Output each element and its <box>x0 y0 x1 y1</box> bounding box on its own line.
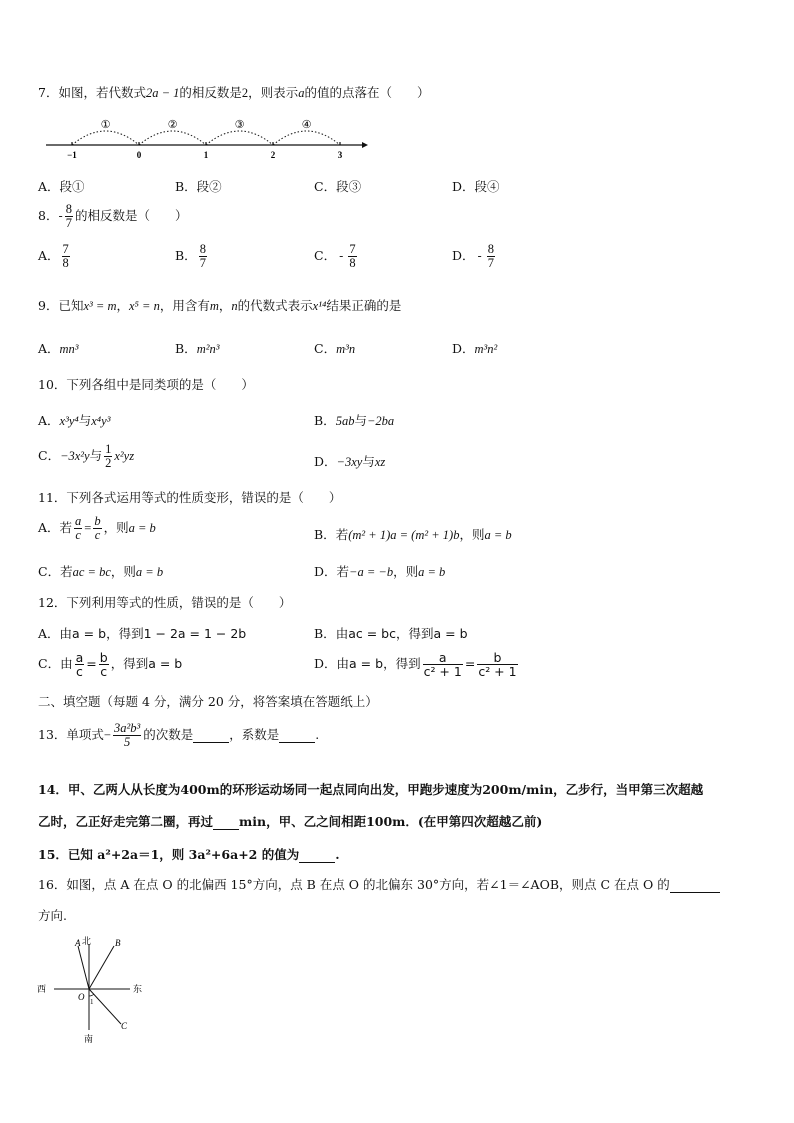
number-line-segment-arc <box>72 131 139 145</box>
number-line-segment-label: ③ <box>234 118 245 131</box>
number-line-arrow <box>362 142 368 148</box>
compass-figure <box>34 932 154 1046</box>
number-line-segment-label: ④ <box>301 118 312 131</box>
q15-blank[interactable] <box>299 847 335 863</box>
q13-stem: 13．单项式− $\frac{\text{3a²b³}}{5}$ 的次数是 ，系数是 . <box>38 721 320 750</box>
south-label: 南 <box>84 1035 94 1045</box>
q9-option-a[interactable]: A．mn³ <box>38 341 79 356</box>
q12-option-c[interactable]: C．由 $\frac{a}{c}$ = $\frac{b}{c}$ ，得到a = b <box>38 650 183 680</box>
east-label: 东 <box>133 985 143 995</box>
q11-stem: 11．下列各式运用等式的性质变形，错误的是（ ） <box>38 490 342 505</box>
q12-stem: 12．下列利用等式的性质，错误的是（ ） <box>38 595 292 610</box>
q11-option-b[interactable]: B．若(m² + 1)a = (m² + 1)b，则a = b <box>314 527 512 542</box>
number-line-tick-label: 2 <box>270 150 276 160</box>
number-line-tick-label: 0 <box>136 150 142 160</box>
q11-option-d[interactable]: D．若−a = −b，则a = b <box>314 564 446 579</box>
number-line-tick-label: 3 <box>337 150 343 160</box>
north-label: 北 <box>82 937 92 947</box>
q14-blank[interactable] <box>213 814 239 830</box>
point-c-label: C <box>121 1021 128 1031</box>
ray-ob <box>89 946 114 989</box>
point-b-label: B <box>115 938 121 948</box>
q8-stem: 8．- $\frac{8}{7}$ 的相反数是（ ） <box>38 202 188 231</box>
q9-option-b[interactable]: B．m²n³ <box>175 341 220 356</box>
q16-blank[interactable] <box>670 877 720 893</box>
number-line-segment-arc <box>139 131 206 145</box>
q11-option-c[interactable]: C．若ac = bc，则a = b <box>38 564 164 579</box>
q8-option-d[interactable]: D． - $\frac{8}{7}$ <box>452 242 495 271</box>
q14-line-1: 14．甲、乙两人从长度为400m的环形运动场同一起点同向出发，甲跑步速度为200m/min，乙步行，当甲第三次超越 <box>38 782 704 797</box>
q13-blank-coefficient[interactable] <box>279 727 315 743</box>
q10-stem: 10．下列各组中是同类项的是（ ） <box>38 377 254 392</box>
angle-1-label: 1 <box>90 998 94 1006</box>
q7-option-b[interactable]: B．段② <box>175 179 222 194</box>
q9-option-c[interactable]: C．m³n <box>314 341 356 356</box>
q16-line-1: 16．如图，点 A 在点 O 的北偏西 15°方向，点 B 在点 O 的北偏东 30°方向，若∠1＝∠AOB，则点 C 在点 O 的 <box>38 875 720 893</box>
number-line-segment-label: ② <box>167 118 178 131</box>
q15-stem: 15．已知 a²+2a＝1，则 3a²+6a+2 的值为 . <box>38 847 340 862</box>
ray-oa <box>78 946 89 989</box>
q11-option-a[interactable]: A．若 $\frac{a}{c}$ = $\frac{b}{c}$ ，则a = b <box>38 514 156 543</box>
q13-blank-degree[interactable] <box>193 727 229 743</box>
q7-option-a[interactable]: A．段① <box>38 179 85 194</box>
q12-option-a[interactable]: A．由a = b，得到1 − 2a = 1 − 2b <box>38 626 247 641</box>
angle-1-arc <box>89 994 94 996</box>
q7-option-d[interactable]: D．段④ <box>452 179 500 194</box>
q10-option-a[interactable]: A．x³y⁴与x⁴y³ <box>38 413 111 428</box>
number-line-tick-label: −1 <box>67 150 77 160</box>
q8-option-b[interactable]: B． $\frac{8}{7}$ <box>175 242 206 271</box>
number-line-tick-label: 1 <box>203 150 209 160</box>
q7-stem: 7．如图，若代数式2a − 1的相反数是2，则表示a的值的点落在（ ） <box>38 85 430 100</box>
number-line-segment-label: ① <box>100 118 111 131</box>
q10-option-b[interactable]: B．5ab与−2ba <box>314 413 395 428</box>
q14-line-2: 乙时，乙正好走完第二圈，再过 min，甲、乙之间相距100m．(在甲第四次超越乙前) <box>38 814 543 829</box>
q16-line-2: 方向. <box>38 908 67 923</box>
q10-option-c[interactable]: C．−3x²y与 $\frac{1}{2}$ x²yz <box>38 442 135 471</box>
q8-option-a[interactable]: A． $\frac{7}{8}$ <box>38 242 69 271</box>
q9-option-d[interactable]: D．m³n² <box>452 341 498 356</box>
q7-option-c[interactable]: C．段③ <box>314 179 362 194</box>
number-line-segment-arc <box>206 131 273 145</box>
q8-option-c[interactable]: C． - $\frac{7}{8}$ <box>314 242 356 271</box>
west-label: 西 <box>37 985 47 995</box>
q12-option-d[interactable]: D．由a = b，得到 $\frac{a}{\text{c² + 1}}$ = $\frac{b}{\text{c² + 1}}$ <box>314 650 517 680</box>
number-line-figure <box>40 112 370 164</box>
q10-option-d[interactable]: D．−3xy与xz <box>314 454 386 469</box>
q12-option-b[interactable]: B．由ac = bc，得到a = b <box>314 626 468 641</box>
point-a-label: A <box>75 938 81 948</box>
number-line-segment-arc <box>273 131 340 145</box>
q9-stem: 9．已知x³ = m，x⁵ = n，用含有m，n的代数式表示x¹⁴结果正确的是 <box>38 298 402 313</box>
section-2-heading: 二、填空题（每题 4 分，满分 20 分，将答案填在答题纸上） <box>38 694 378 709</box>
point-o-label: O <box>78 992 85 1002</box>
